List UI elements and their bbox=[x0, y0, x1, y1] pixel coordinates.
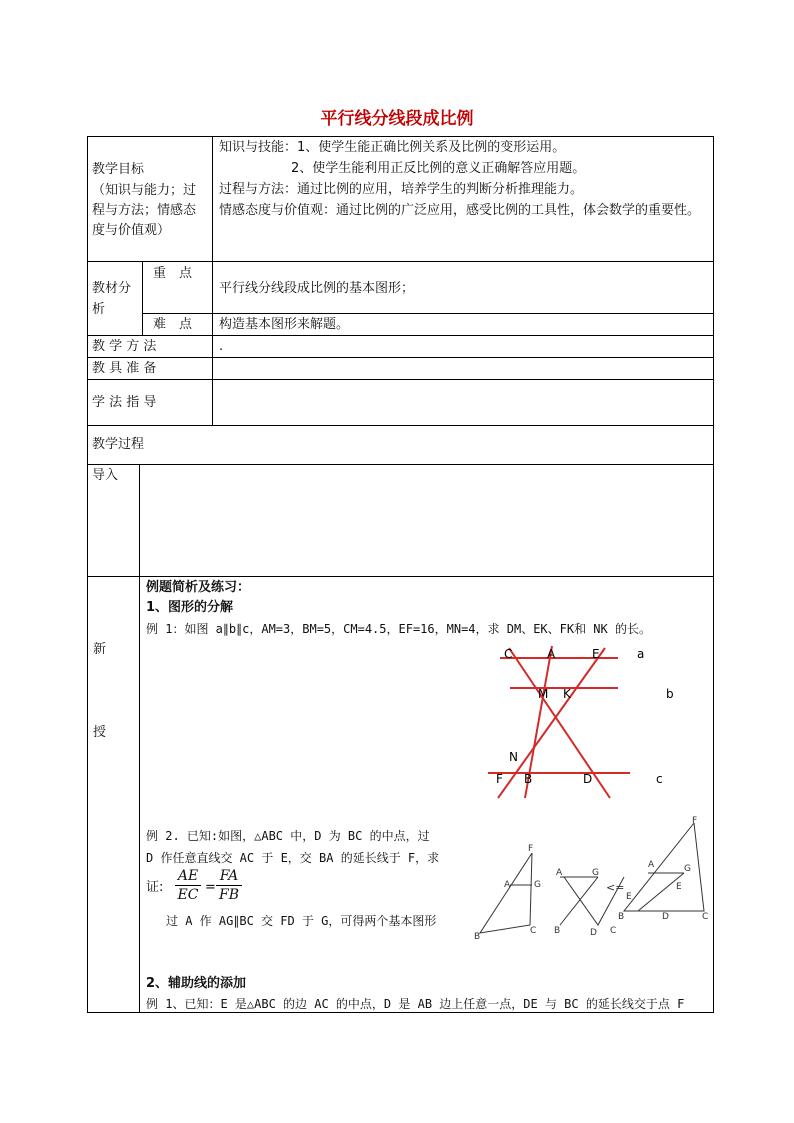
section-heading: 1、图形的分解 bbox=[146, 600, 234, 615]
sketch-triangle-3 bbox=[624, 823, 704, 911]
fig1-label-line-c: c bbox=[656, 772, 663, 786]
fig2-label: G bbox=[534, 880, 541, 890]
fig2-label: E bbox=[676, 882, 682, 892]
fraction-ae-ec bbox=[175, 868, 201, 903]
row-divider bbox=[87, 357, 714, 358]
row-divider bbox=[87, 261, 714, 262]
table-border-top bbox=[87, 136, 714, 137]
objective-emotion: 情感态度与价值观：通过比例的广泛应用，感受比例的工具性，体会数学的重要性。 bbox=[219, 203, 701, 218]
fig2-label: F bbox=[692, 816, 698, 826]
fraction-numerator: FA bbox=[219, 868, 239, 884]
fraction-denominator: EC bbox=[177, 887, 199, 903]
fig2-label: C bbox=[702, 912, 709, 922]
row-divider bbox=[142, 313, 714, 314]
method-value: . bbox=[219, 339, 224, 354]
difficult-point-text: 构造基本图形来解题。 bbox=[219, 317, 350, 332]
content-heading: 例题简析及练习： bbox=[146, 580, 251, 595]
objectives-label: 程与方法；情感态 bbox=[92, 203, 197, 218]
tools-label: 教 具 准 备 bbox=[92, 361, 157, 376]
fig2-label: E bbox=[626, 892, 632, 902]
figure-parallel-lines bbox=[480, 640, 700, 800]
fraction-bar bbox=[175, 885, 201, 886]
fig1-label-line-b: b bbox=[666, 687, 674, 701]
fig2-label: D bbox=[590, 928, 597, 938]
fig2-label: G bbox=[592, 868, 599, 878]
fig2-label: D bbox=[662, 912, 669, 922]
fig1-label-c: C bbox=[504, 647, 513, 661]
col-divider bbox=[139, 464, 140, 1013]
row-divider bbox=[87, 576, 714, 577]
example-2-hint: 过 A 作 AG∥BC 交 FD 于 G，可得两个基本图形 bbox=[166, 914, 437, 928]
fig2-label: A bbox=[556, 868, 563, 878]
fig2-label: C bbox=[610, 926, 617, 936]
fig2-arrow: <= bbox=[606, 881, 625, 894]
objective-knowledge-1: 知识与技能：1、使学生能正确比例关系及比例的变形运用。 bbox=[219, 140, 566, 155]
key-point-text: 平行线分线段成比例的基本图形； bbox=[219, 281, 415, 296]
figure-sketches bbox=[472, 815, 712, 943]
example-3-text: 例 1、已知：E 是△ABC 的边 AC 的中点，D 是 AB 边上任意一点，DE 与 BC 的延长线交于点 F bbox=[146, 997, 685, 1011]
section-heading: 2、辅助线的添加 bbox=[146, 976, 247, 991]
row-divider bbox=[87, 379, 714, 380]
col-divider bbox=[212, 136, 213, 261]
sketch-segment bbox=[638, 873, 684, 911]
fig2-label: F bbox=[528, 844, 534, 854]
example-2-prove: 证: bbox=[146, 880, 164, 895]
fig2-label: B bbox=[618, 912, 625, 922]
page-title: 平行线分线段成比例 bbox=[320, 109, 474, 129]
fig1-label-a: A bbox=[547, 647, 556, 661]
col-divider bbox=[212, 261, 213, 425]
fig1-label-m: M bbox=[538, 687, 549, 701]
fraction-bar bbox=[216, 885, 242, 886]
table-border-right bbox=[713, 136, 714, 1013]
example-2-line-1: 例 2. 已知:如图，△ABC 中，D 为 BC 的中点，过 bbox=[146, 829, 430, 843]
fig2-label: B bbox=[554, 926, 561, 936]
objective-process: 过程与方法：通过比例的应用，培养学生的判断分析推理能力。 bbox=[219, 182, 584, 197]
fig1-label-b: B bbox=[524, 772, 533, 786]
fig1-label-line-a: a bbox=[637, 647, 645, 661]
row-divider bbox=[87, 425, 714, 426]
row-divider bbox=[87, 335, 714, 336]
objectives-label: 教学目标 bbox=[92, 162, 145, 177]
fig2-label: C bbox=[530, 926, 537, 936]
intro-label: 导入 bbox=[92, 468, 119, 483]
fig2-label: G bbox=[684, 864, 691, 874]
row-divider bbox=[87, 464, 714, 465]
process-label: 教学过程 bbox=[92, 437, 145, 452]
fraction-fa-fb bbox=[216, 868, 242, 903]
material-label: 析 bbox=[92, 302, 106, 317]
fraction-numerator: AE bbox=[177, 868, 199, 884]
material-label: 教材分 bbox=[92, 281, 132, 296]
fraction-denominator: FB bbox=[218, 887, 239, 903]
new-lesson-label: 授 bbox=[93, 725, 107, 740]
example-2-line-2: D 作任意直线交 AC 于 E，交 BA 的延长线于 F，求 bbox=[146, 851, 440, 865]
fig1-label-k: K bbox=[563, 687, 571, 701]
objectives-label: 度与价值观） bbox=[92, 223, 171, 238]
difficult-point-label: 难 点 bbox=[153, 317, 193, 332]
objective-knowledge-2: 2、使学生能利用正反比例的意义正确解答应用题。 bbox=[291, 161, 586, 176]
table-border-left bbox=[87, 136, 88, 1013]
objectives-label: （知识与能力；过 bbox=[92, 183, 197, 198]
fig1-label-d: D bbox=[583, 772, 593, 786]
key-point-label: 重 点 bbox=[153, 266, 193, 281]
fig2-label: A bbox=[504, 880, 511, 890]
guide-label: 学 法 指 导 bbox=[92, 395, 157, 410]
fig1-label-e: E bbox=[592, 647, 600, 661]
fig1-label-n: N bbox=[509, 750, 518, 764]
col-divider bbox=[142, 261, 143, 335]
equals-sign: = bbox=[205, 880, 216, 895]
method-label: 教 学 方 法 bbox=[92, 339, 157, 354]
example-1-text: 例 1：如图 a∥b∥c，AM=3，BM=5，CM=4.5，EF=16，MN=4，求 DM、EK、FK和 NK 的长。 bbox=[146, 622, 651, 636]
sketch-triangle-1 bbox=[480, 853, 532, 933]
fig2-label: B bbox=[474, 932, 481, 942]
fig2-label: A bbox=[648, 860, 655, 870]
new-lesson-label: 新 bbox=[93, 642, 107, 657]
fig1-label-f: F bbox=[496, 772, 503, 786]
